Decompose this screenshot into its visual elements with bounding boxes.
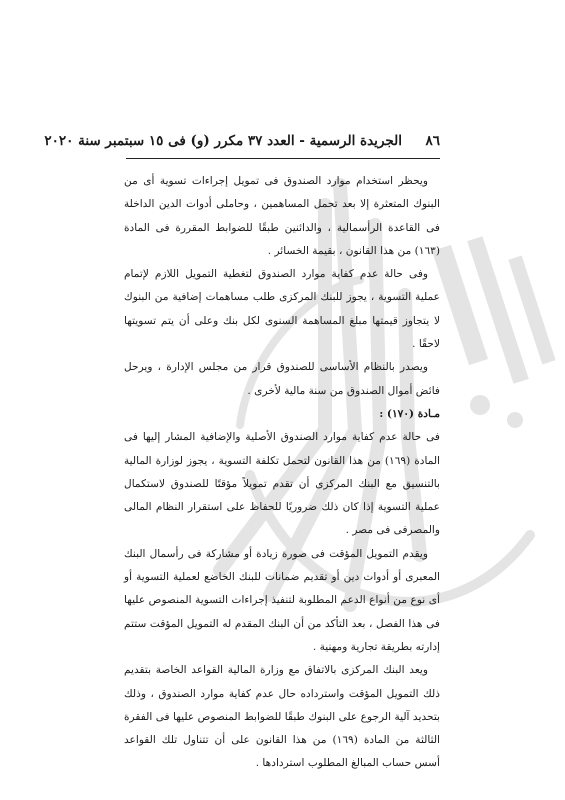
page-number: ٨٦: [425, 133, 440, 149]
paragraph: ويصدر بالنظام الأساسى للصندوق قرار من مجلس الإدارة ، ويرحل فائض أموال الصندوق من سنة مالية لأخرى .: [124, 361, 440, 397]
document-body: [124, 170, 440, 776]
paragraph: ويحظر استخدام موارد الصندوق فى تمويل إجراءات تسوية أى من البنوك المتعثرة إلا بعد تحمل المساهمين ، وحاملى أدوات الدين الداخلة فى القاعدة الرأسمالية ، والدائنين طبقًا للضوابط المقررة فى المادة (١٦٣) من هذا القانون ، بقيمة الخسائر .: [124, 175, 440, 257]
paragraph: ويعد البنك المركزى بالاتفاق مع وزارة المالية القواعد الخاصة بتقديم ذلك التمويل المؤقت واسترداده حال عدم كفاية موارد الصندوق ، وذلك بتحديد آلية الرجوع على البنوك طبقًا للضوابط المنصوص عليها فى الفقرة الثالثة من المادة (١٦٩) من هذا القانون على أن تتناول تلك القواعد أسس حساب المبالغ المطلوب استردادها .: [124, 664, 441, 770]
paragraph: ويقدم التمويل المؤقت فى صورة زيادة أو مشاركة فى رأسمال البنك المعبرى أو أدوات دين أو تقديم ضمانات للبنك الخاضع لعملية التسوية أو أى نوع من أنواع الدعم المطلوبة لتنفيذ إجراءات التسوية المنصوص عليها فى هذا الفصل ، بعد التأكد من أن البنك المقدم له التمويل المؤقت ستتم إدارته بطريقة تجارية ومهنية .: [124, 547, 440, 653]
paragraph: فى حالة عدم كفاية موارد الصندوق الأصلية والإضافية المشار إليها فى المادة (١٦٩) من هذا القانون لتحمل تكلفة التسوية ، يجوز لوزارة المالية بالتنسيق مع البنك المركزى أن تقدم تمويلاً مؤقتًا للصندوق لاستكمال عملية التسوية إذا كان ذلك ضروريًا للحفاظ على استقرار النظام المالى والمصرفى فى مصر .: [124, 431, 440, 537]
gazette-title: الجريدة الرسمية - العدد ٣٧ مكرر (و) فى ١٥ سبتمبر سنة ٢٠٢٠: [44, 133, 402, 149]
header-divider: [126, 158, 440, 159]
article-heading: مـادة (١٧٠) :: [379, 407, 440, 420]
page-header: [44, 133, 440, 155]
paragraph: وفى حالة عدم كفاية موارد الصندوق لتغطية التمويل اللازم لإتمام عملية التسوية ، يجوز للبنك المركزى طلب مساهمات إضافية من البنوك لا يتجاوز قيمتها مبلغ المساهمة السنوى لكل بنك وعلى أن يتم تسويتها لاحقًا .: [124, 268, 440, 351]
